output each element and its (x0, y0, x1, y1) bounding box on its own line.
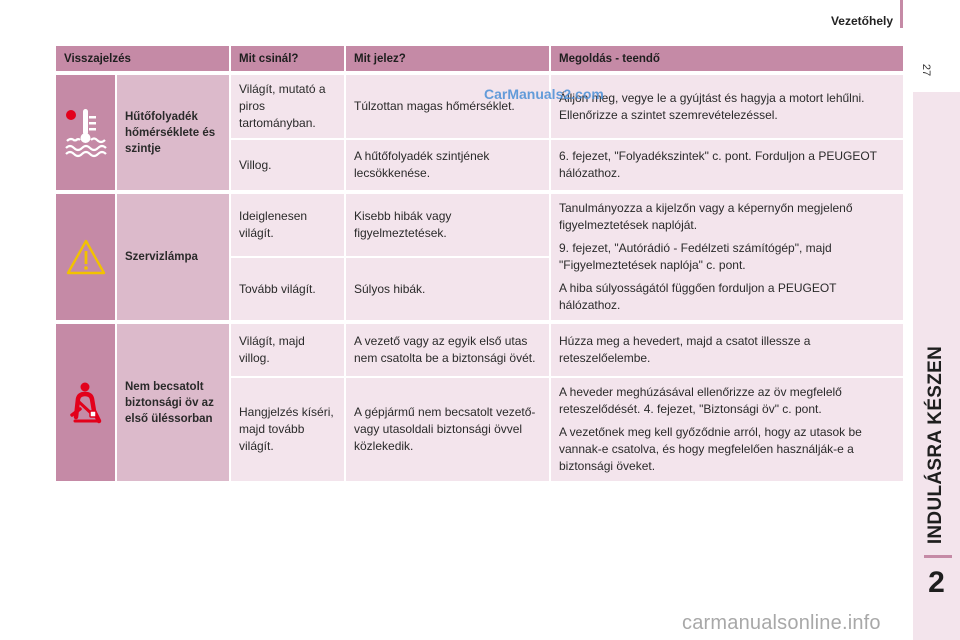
solution-cell (550, 192, 904, 322)
chapter-rule (924, 555, 952, 558)
warning-triangle-icon (65, 238, 107, 276)
meaning-cell: A vezető vagy az egyik első utas nem csatolta be a biztonsági övét. (345, 322, 550, 377)
action-cell: Villog. (230, 139, 345, 192)
table-row (56, 192, 904, 257)
solution-text: Tanulmányozza a kijelzőn vagy a képernyőn megjelenő figyelmeztetések naplóját. (559, 201, 853, 232)
coolant-temperature-icon (62, 107, 110, 159)
column-header-indicator: Visszajelzés (56, 46, 230, 73)
solution-cell (550, 377, 904, 482)
solution-text: Húzza meg a hevedert, majd a csatot illessze a reteszelőelembe. (559, 334, 811, 365)
solution-text: 9. fejezet, "Autórádió - Fedélzeti számítógép", majd "Figyelmeztetések naplója" c. pont. (559, 241, 832, 272)
page-number: 27 (920, 63, 932, 77)
solution-text: A hiba súlyosságától függően forduljon a PEUGEOT hálózathoz. (559, 281, 837, 312)
indicator-name: Hűtőfolyadék hőmérséklete és szintje (116, 73, 230, 192)
meaning-cell: Súlyos hibák. (345, 257, 550, 322)
meaning-cell: Kisebb hibák vagy figyelmeztetések. (345, 192, 550, 257)
column-header-solution: Megoldás - teendő (550, 46, 904, 73)
solution-cell (550, 322, 904, 377)
seatbelt-icon (66, 381, 106, 425)
indicator-icon-cell (56, 73, 116, 192)
solution-cell (550, 139, 904, 192)
indicator-icon-cell (56, 192, 116, 322)
table-row (56, 73, 904, 139)
action-cell: Ideiglenesen világít. (230, 192, 345, 257)
section-title: Vezetőhely (830, 14, 893, 28)
header-rule (900, 0, 903, 28)
column-header-action: Mit csinál? (230, 46, 345, 73)
solution-text: 6. fejezet, "Folyadékszintek" c. pont. Forduljon a PEUGEOT hálózathoz. (559, 149, 877, 180)
table-header-row (56, 46, 904, 73)
action-cell: Tovább világít. (230, 257, 345, 322)
action-cell: Világít, majd villog. (230, 322, 345, 377)
action-cell: Hangjelzés kíséri, majd tovább világít. (230, 377, 345, 482)
solution-text: A heveder meghúzásával ellenőrizze az öv megfelelő reteszelődését. 4. fejezet, "Biztonsági öv" c. pont. (559, 385, 842, 416)
chapter-title (913, 330, 960, 560)
chapter-number: 2 (928, 566, 945, 599)
action-cell: Világít, mutató a piros tartományban. (230, 73, 345, 139)
chapter-title-text: INDULÁSRA KÉSZEN (925, 345, 947, 545)
watermark-logo: CarManuals2.com (484, 86, 604, 102)
column-header-meaning: Mit jelez? (345, 46, 550, 73)
solution-text: A vezetőnek meg kell győződnie arról, hogy az utasok be vannak-e csatolva, és hogy megfelelően használják-e a biztonsági öveket. (559, 425, 862, 473)
footer-watermark: carmanualsonline.info (682, 612, 881, 634)
indicator-name: Nem becsatolt biztonsági öv az első üléssorban (116, 322, 230, 482)
meaning-cell: Túlzottan magas hőmérséklet. (345, 73, 550, 139)
solution-cell (550, 73, 904, 139)
table-row (56, 322, 904, 377)
warning-lights-table (56, 46, 905, 483)
solution-text: Álljon meg, vegye le a gyújtást és hagyja a motort lehűlni. Ellenőrizze a szintet szemrevételezéssel. (559, 90, 865, 122)
meaning-cell: A gépjármű nem becsatolt vezető- vagy utasoldali biztonsági övvel közlekedik. (345, 377, 550, 482)
meaning-cell: A hűtőfolyadék szintjének lecsökkenése. (345, 139, 550, 192)
indicator-icon-cell (56, 322, 116, 482)
indicator-name: Szervizlámpa (116, 192, 230, 322)
